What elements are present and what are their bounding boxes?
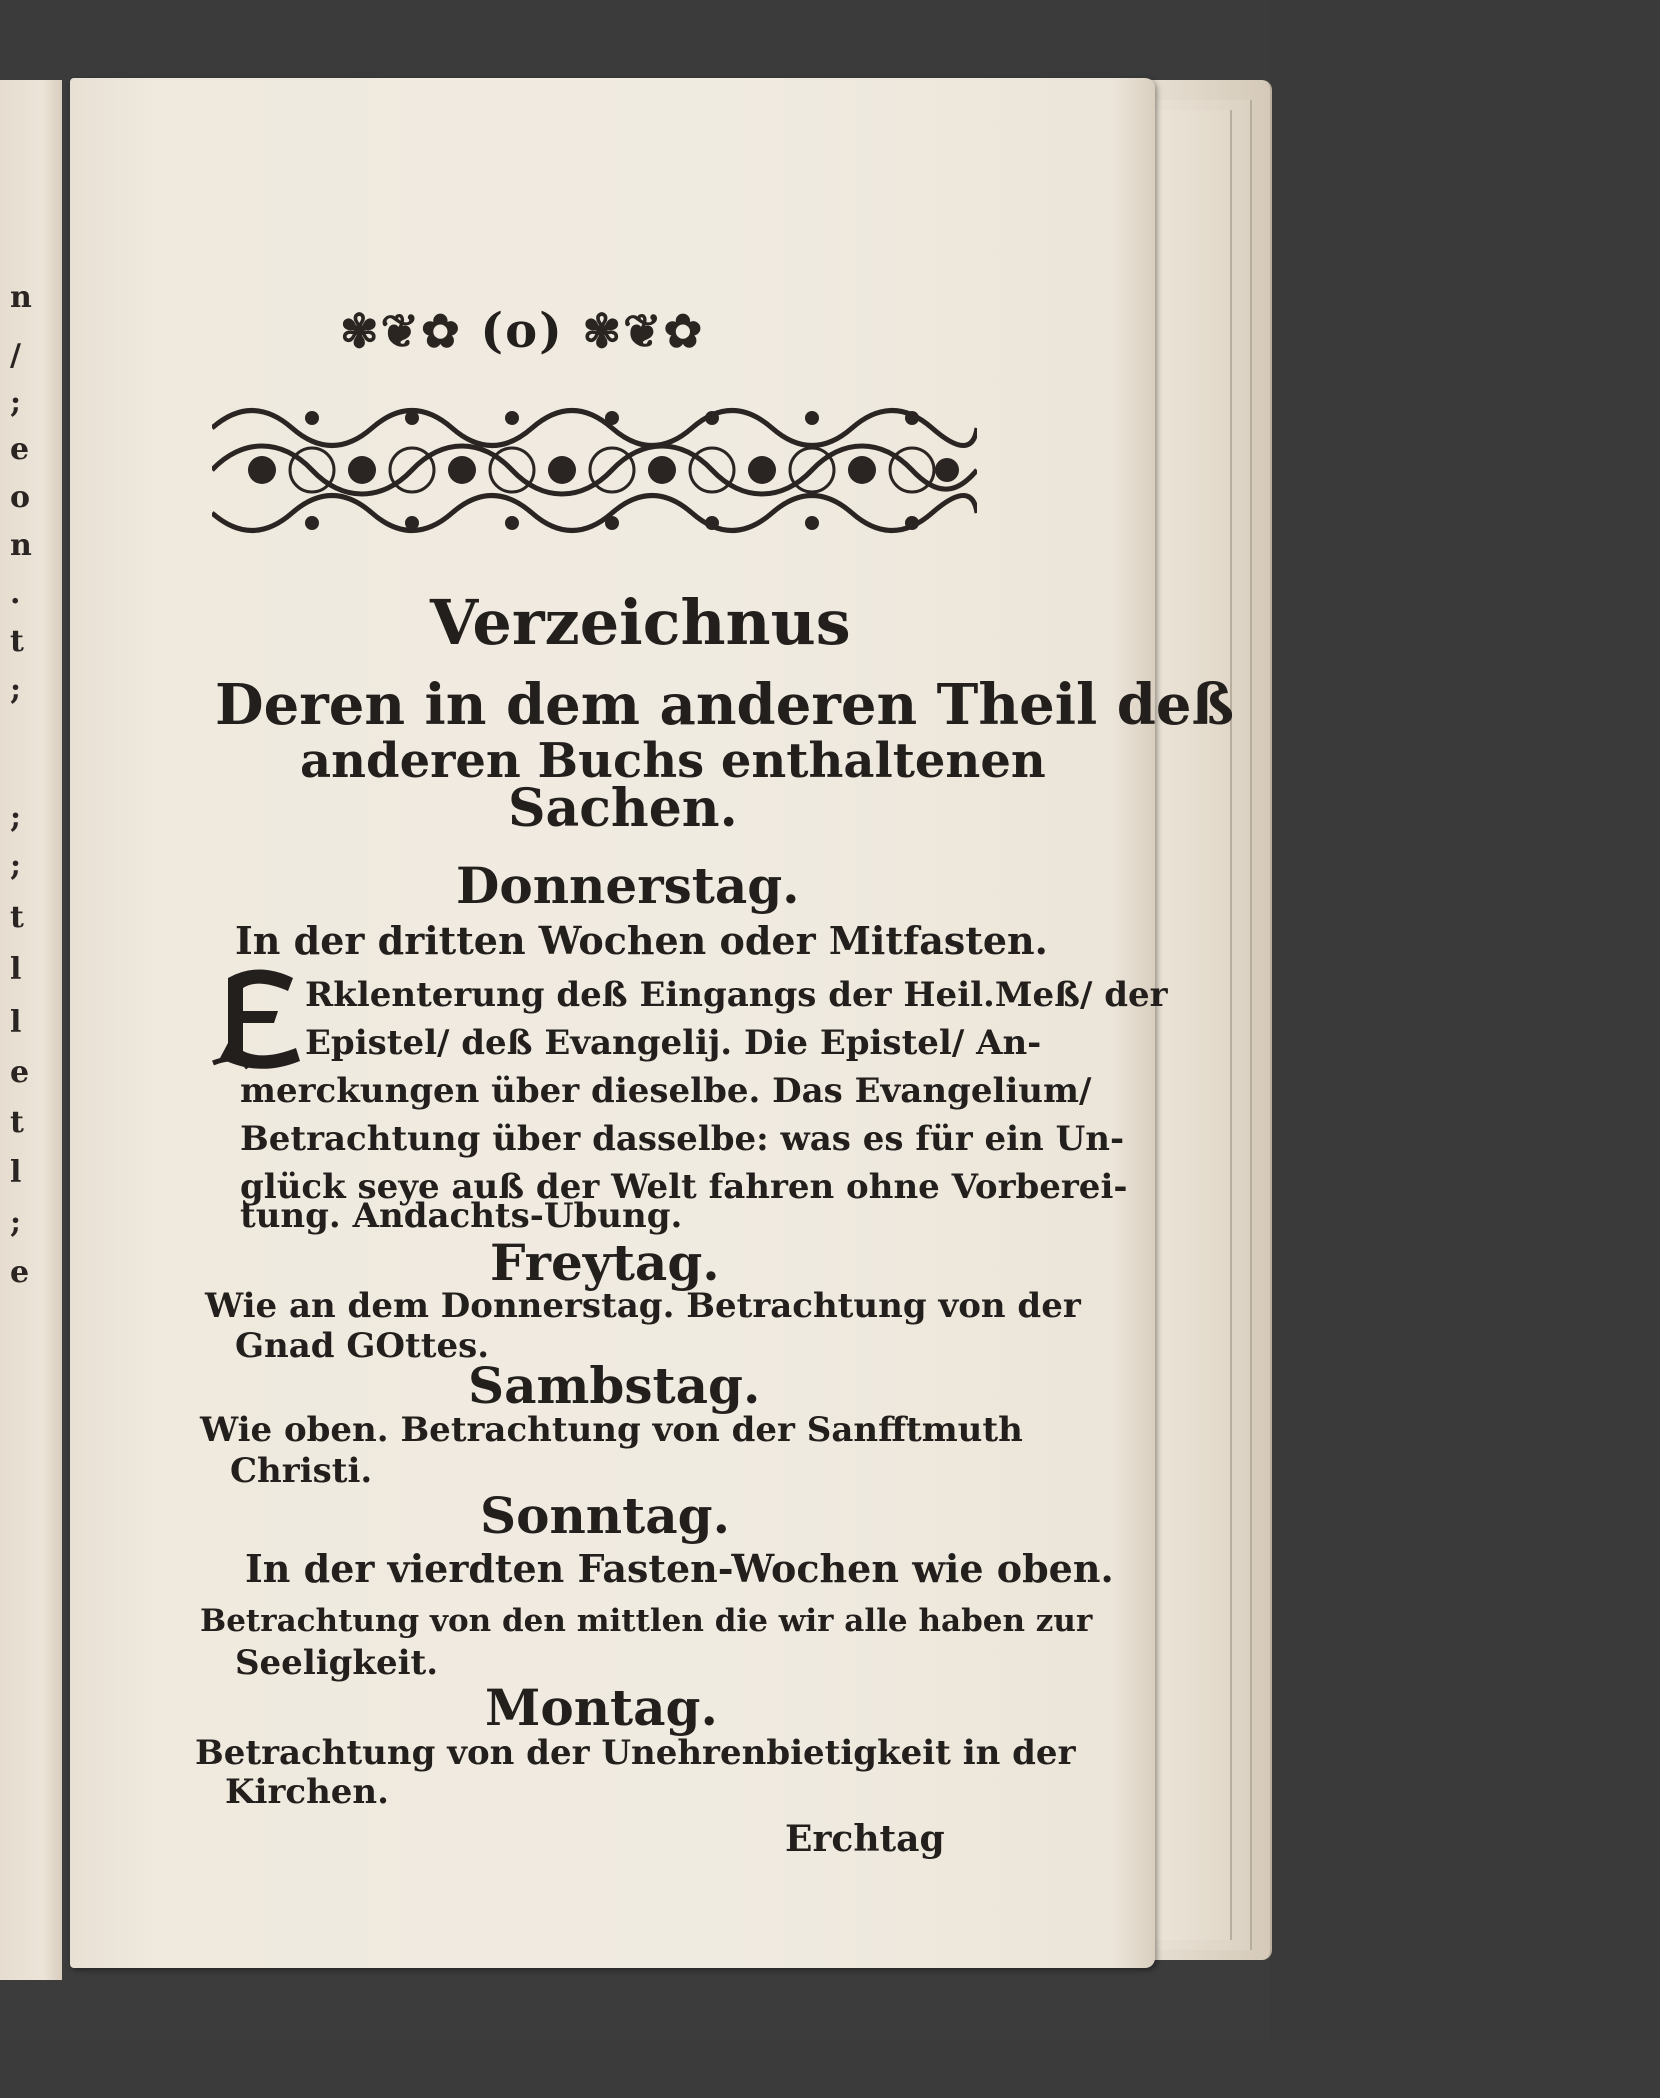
background-bottom xyxy=(0,2040,1660,2098)
section-subheading: In der dritten Wochen oder Mitfasten. xyxy=(235,918,1048,963)
decorative-band-icon xyxy=(212,388,977,553)
page-header xyxy=(340,303,704,359)
body-line: Kirchen. xyxy=(225,1772,389,1812)
facing-page-fragment: l xyxy=(10,1155,22,1190)
facing-page-fragment: t xyxy=(10,624,24,659)
section-heading: Montag. xyxy=(485,1678,718,1737)
facing-page-fragment: ; xyxy=(10,672,22,707)
facing-page-fragment: ; xyxy=(10,848,22,883)
body-line: Rklenterung deß Eingangs der Heil.Meß/ der xyxy=(305,975,1168,1015)
section-subheading: In der vierdten Fasten-Wochen wie oben. xyxy=(245,1546,1114,1591)
body-line: Wie an dem Donnerstag. Betrachtung von der xyxy=(205,1286,1081,1326)
body-line: Betrachtung von der Unehrenbietigkeit in der xyxy=(195,1733,1076,1773)
header-ornament-right-icon: ✾❦✿ xyxy=(582,304,705,358)
facing-page-fragment: / xyxy=(10,338,21,373)
body-line: Betrachtung über dasselbe: was es für ein Un- xyxy=(240,1119,1125,1159)
background-right xyxy=(1270,0,1660,2098)
body-line: Wie oben. Betrachtung von der Sanfftmuth xyxy=(200,1410,1023,1450)
facing-page-fragment: . xyxy=(10,576,21,611)
facing-page-fragment: e xyxy=(10,432,30,467)
title-line-1: Deren in dem anderen Theil deß xyxy=(215,672,1235,738)
facing-page-fragment: ; xyxy=(10,385,22,420)
facing-page-left xyxy=(0,80,62,1980)
facing-page-fragment: ; xyxy=(10,800,22,835)
body-line: Christi. xyxy=(230,1451,373,1491)
facing-page-fragment: e xyxy=(10,1255,30,1290)
body-line: merckungen über dieselbe. Das Evangelium/ xyxy=(240,1071,1092,1111)
body-line: Seeligkeit. xyxy=(235,1643,439,1683)
header-ornament-left-icon: ✾❦✿ xyxy=(340,304,462,358)
body-line: Epistel/ deß Evangelij. Die Epistel/ An- xyxy=(305,1023,1042,1063)
facing-page-fragment: t xyxy=(10,900,24,935)
body-line: glück seye auß der Welt fahren ohne Vorberei- xyxy=(240,1167,1128,1207)
body-line: Betrachtung von den mittlen die wir alle haben zur xyxy=(200,1603,1093,1639)
page-title: Verzeichnus xyxy=(430,586,851,659)
facing-page-fragment: t xyxy=(10,1105,24,1140)
facing-page-fragment: l xyxy=(10,952,22,987)
drop-cap-e-icon xyxy=(208,963,308,1073)
title-line-3: Sachen. xyxy=(508,778,738,839)
body-line: tung. Andachts-Ubung. xyxy=(240,1196,683,1236)
catchword: Erchtag xyxy=(785,1818,945,1860)
facing-page-fragment: e xyxy=(10,1055,30,1090)
facing-page-fragment: l xyxy=(10,1005,22,1040)
book-page xyxy=(70,78,1235,1968)
body-line: Gnad GOttes. xyxy=(235,1326,490,1366)
title-line-2: anderen Buchs enthaltenen xyxy=(300,733,1046,789)
facing-page-fragment: n xyxy=(10,528,32,563)
facing-page-fragment: ; xyxy=(10,1205,22,1240)
section-heading: Sambstag. xyxy=(468,1356,761,1415)
facing-page-fragment: o xyxy=(10,480,31,515)
section-heading: Freytag. xyxy=(490,1233,720,1292)
page-marker: (o) xyxy=(480,303,564,359)
facing-page-fragment: n xyxy=(10,280,32,315)
section-heading: Sonntag. xyxy=(480,1486,731,1545)
section-heading: Donnerstag. xyxy=(456,856,800,915)
